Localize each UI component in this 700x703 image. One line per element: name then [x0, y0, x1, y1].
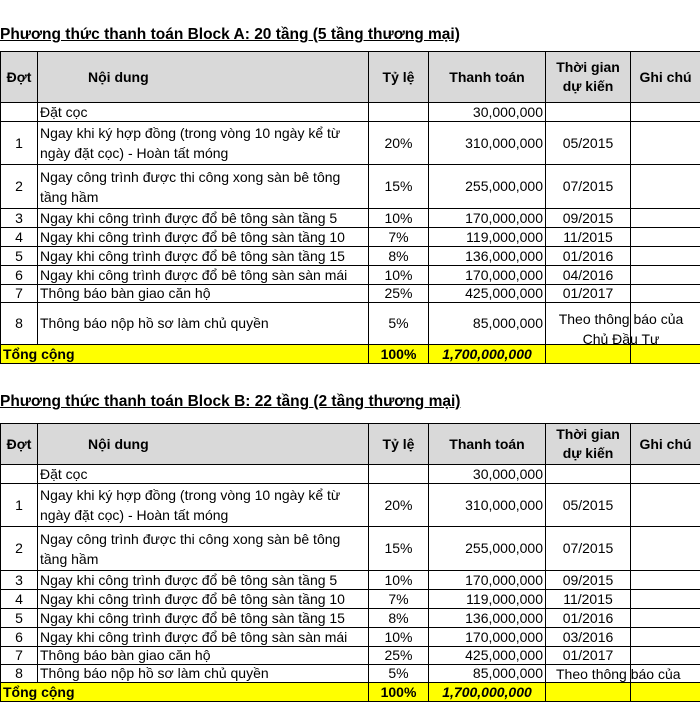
cell-content: Đặt cọc [38, 465, 369, 484]
cell-payment: 136,000,000 [429, 247, 546, 266]
cell-note [631, 628, 700, 647]
cell-ratio: 20% [369, 484, 429, 527]
cell-time: 11/2015 [546, 590, 631, 609]
header-ratio: Tỷ lệ [369, 424, 429, 465]
cell-ratio: 10% [369, 571, 429, 590]
table-row [1, 266, 700, 285]
cell-content: Ngay khi công trình được đổ bê tông sàn sàn mái [38, 628, 369, 647]
cell-note [631, 647, 700, 665]
cell-note [631, 122, 700, 165]
cell-dot: 2 [1, 165, 38, 209]
cell-content: Thông báo nộp hồ sơ làm chủ quyền [38, 665, 369, 683]
cell-time: 03/2016 [546, 628, 631, 647]
cell-dot: 8 [1, 303, 38, 345]
total-row [1, 683, 700, 702]
cell-ratio: 20% [369, 122, 429, 165]
cell-note [631, 228, 700, 247]
cell-dot: 8 [1, 665, 38, 683]
table-row [1, 628, 700, 647]
table-row [1, 590, 700, 609]
cell-content: Thông báo bàn giao căn hộ [38, 285, 369, 303]
total-label: Tổng cộng [1, 683, 369, 702]
header-payment: Thanh toán [429, 52, 546, 103]
table-row [1, 527, 700, 571]
cell-content: Ngay khi ký hợp đồng (trong vòng 10 ngày kể từ ngày đặt cọc) - Hoàn tất móng [38, 484, 369, 527]
cell-note [631, 465, 700, 484]
cell-time: 09/2015 [546, 209, 631, 228]
cell-payment: 136,000,000 [429, 609, 546, 628]
cell-time: 05/2015 [546, 122, 631, 165]
cell-dot: 1 [1, 484, 38, 527]
block-b-title: Phương thức thanh toán Block B: 22 tầng (2 tầng thương mại) [0, 393, 461, 410]
cell-ratio: 25% [369, 285, 429, 303]
cell-dot: 1 [1, 122, 38, 165]
cell-content: Ngay khi công trình được đổ bê tông sàn tầng 5 [38, 209, 369, 228]
cell-dot: 3 [1, 209, 38, 228]
cell-time: 11/2015 [546, 228, 631, 247]
cell-content: Ngay khi công trình được đổ bê tông sàn tầng 15 [38, 609, 369, 628]
cell-content: Thông báo bàn giao căn hộ [38, 647, 369, 665]
table-row [1, 285, 700, 303]
cell-dot: 5 [1, 247, 38, 266]
header-time: Thời gian dự kiến [546, 52, 631, 103]
cell-time: 07/2015 [546, 527, 631, 571]
cell-content: Ngay khi ký hợp đồng (trong vòng 10 ngày kể từ ngày đặt cọc) - Hoàn tất móng [38, 122, 369, 165]
cell-dot [1, 465, 38, 484]
table-row [1, 122, 700, 165]
cell-ratio: 15% [369, 527, 429, 571]
header-content: Nội dung [38, 424, 369, 465]
cell-payment: 425,000,000 [429, 285, 546, 303]
cell-content: Ngay công trình được thi công xong sàn bê tông tầng hầm [38, 527, 369, 571]
cell-time: 01/2016 [546, 247, 631, 266]
cell-payment: 85,000,000 [429, 665, 546, 683]
cell-note [631, 609, 700, 628]
cell-dot: 7 [1, 647, 38, 665]
cell-payment: 170,000,000 [429, 266, 546, 285]
cell-note [631, 590, 700, 609]
cell-ratio: 5% [369, 303, 429, 345]
cell-payment: 425,000,000 [429, 647, 546, 665]
header-payment: Thanh toán [429, 424, 546, 465]
cell-dot: 5 [1, 609, 38, 628]
header-note: Ghi chú [631, 424, 700, 465]
cell-content: Ngay khi công trình được đổ bê tông sàn sàn mái [38, 266, 369, 285]
cell-ratio: 5% [369, 665, 429, 683]
cell-ratio: 8% [369, 609, 429, 628]
header-content: Nội dung [38, 52, 369, 103]
cell-dot: 2 [1, 527, 38, 571]
cell-payment: 119,000,000 [429, 590, 546, 609]
cell-payment: 310,000,000 [429, 122, 546, 165]
cell-ratio: 7% [369, 228, 429, 247]
cell-note [631, 527, 700, 571]
cell-note [631, 571, 700, 590]
cell-payment: 170,000,000 [429, 571, 546, 590]
block-a-note-overlay: Theo thông báo của Chủ Đầu Tư [558, 311, 684, 347]
table-row [1, 165, 700, 209]
cell-time: 05/2015 [546, 484, 631, 527]
header-dot: Đợt [1, 424, 38, 465]
cell-time: 04/2016 [546, 266, 631, 285]
cell-time [546, 465, 631, 484]
table-row [1, 571, 700, 590]
cell-dot: 3 [1, 571, 38, 590]
cell-note [631, 266, 700, 285]
total-payment: 1,700,000,000 [429, 345, 546, 364]
cell-note [631, 103, 700, 122]
cell-payment: 170,000,000 [429, 209, 546, 228]
cell-payment: 255,000,000 [429, 165, 546, 209]
table-header-row [1, 424, 700, 465]
cell-ratio: 7% [369, 590, 429, 609]
table-header-row [1, 52, 700, 103]
table-row [1, 465, 700, 484]
cell-payment: 30,000,000 [429, 465, 546, 484]
total-label: Tổng cộng [1, 345, 369, 364]
block-b-note-overlay: Theo thông báo của [556, 666, 681, 682]
cell-ratio: 10% [369, 628, 429, 647]
table-row [1, 228, 700, 247]
cell-ratio: 10% [369, 209, 429, 228]
cell-ratio [369, 103, 429, 122]
header-ratio: Tỷ lệ [369, 52, 429, 103]
cell-content: Ngay công trình được thi công xong sàn bê tông tầng hầm [38, 165, 369, 209]
cell-note [631, 285, 700, 303]
cell-time: 09/2015 [546, 571, 631, 590]
cell-payment: 170,000,000 [429, 628, 546, 647]
header-note: Ghi chú [631, 52, 700, 103]
cell-dot: 4 [1, 228, 38, 247]
cell-time: 07/2015 [546, 165, 631, 209]
block-b-table [0, 423, 700, 702]
table-row [1, 103, 700, 122]
cell-time: 01/2016 [546, 609, 631, 628]
total-ratio: 100% [369, 683, 429, 702]
cell-time: 01/2017 [546, 647, 631, 665]
cell-content: Ngay khi công trình được đổ bê tông sàn tầng 15 [38, 247, 369, 266]
cell-ratio [369, 465, 429, 484]
cell-dot [1, 103, 38, 122]
cell-dot: 6 [1, 628, 38, 647]
cell-content: Ngay khi công trình được đổ bê tông sàn tầng 10 [38, 590, 369, 609]
cell-payment: 119,000,000 [429, 228, 546, 247]
table-row [1, 247, 700, 266]
table-row [1, 209, 700, 228]
cell-ratio: 8% [369, 247, 429, 266]
total-payment: 1,700,000,000 [429, 683, 546, 702]
cell-time [546, 103, 631, 122]
cell-note [631, 165, 700, 209]
cell-payment: 30,000,000 [429, 103, 546, 122]
cell-note [631, 484, 700, 527]
table-row [1, 609, 700, 628]
cell-payment: 255,000,000 [429, 527, 546, 571]
cell-ratio: 10% [369, 266, 429, 285]
cell-payment: 85,000,000 [429, 303, 546, 345]
cell-ratio: 15% [369, 165, 429, 209]
cell-dot: 4 [1, 590, 38, 609]
header-dot: Đợt [1, 52, 38, 103]
cell-content: Đặt cọc [38, 103, 369, 122]
cell-content: Thông báo nộp hồ sơ làm chủ quyền [38, 303, 369, 345]
cell-payment: 310,000,000 [429, 484, 546, 527]
cell-ratio: 25% [369, 647, 429, 665]
table-row [1, 647, 700, 665]
total-ratio: 100% [369, 345, 429, 364]
table-row [1, 484, 700, 527]
total-note [631, 683, 700, 702]
cell-note [631, 247, 700, 266]
header-time: Thời gian dự kiến [546, 424, 631, 465]
total-time [546, 683, 631, 702]
cell-dot: 6 [1, 266, 38, 285]
cell-content: Ngay khi công trình được đổ bê tông sàn tầng 10 [38, 228, 369, 247]
cell-time: 01/2017 [546, 285, 631, 303]
cell-note [631, 209, 700, 228]
cell-dot: 7 [1, 285, 38, 303]
block-a-title: Phương thức thanh toán Block A: 20 tầng (5 tầng thương mại) [0, 26, 460, 43]
cell-content: Ngay khi công trình được đổ bê tông sàn tầng 5 [38, 571, 369, 590]
